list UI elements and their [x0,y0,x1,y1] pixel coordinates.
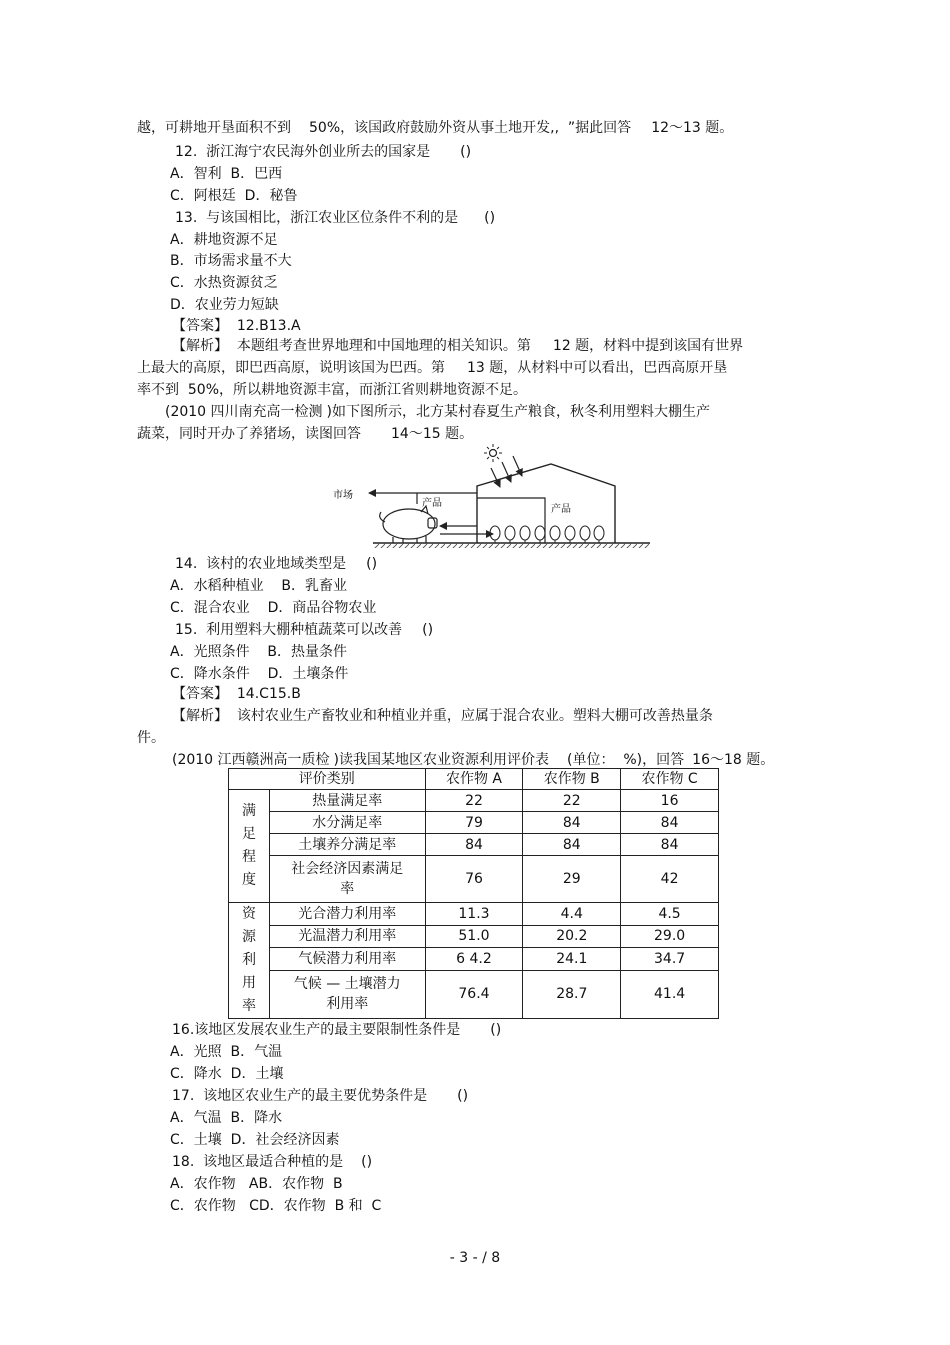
value-cell: 24.1 [523,948,621,971]
value-cell: 16 [621,790,719,812]
text-segment: 16～18 题。 [692,752,775,768]
value-cell: 34.7 [621,948,719,971]
header-cell: 农作物 C [621,769,719,790]
value-cell: 76.4 [425,970,523,1018]
text-line [170,1064,283,1084]
text-line [175,142,471,162]
text-segment: )如下图所示，北方某村春夏生产粮食，秋冬利用塑料大棚生产 [326,404,711,420]
table-header-row [229,769,719,790]
text-segment: 50%，该国政府鼓励外资从事土地开发 [309,120,551,136]
text-segment: C．水热资源贫乏 [170,275,278,291]
header-cell: 农作物 B [523,769,621,790]
text-line [137,380,527,400]
text-line [170,598,376,618]
value-cell: 4.5 [621,903,719,926]
value-cell: 51.0 [425,925,523,948]
text-segment: 13 题，从材料中可以看出，巴西高原开垦 [467,360,728,376]
text-segment: () [490,1022,502,1038]
header-cell: 评价类别 [229,769,426,790]
group-label-char: 资 [241,906,256,922]
text-segment: 【答案】 14.C15.B [172,686,301,702]
value-cell: 84 [523,834,621,856]
text-line [170,664,348,684]
text-segment: )读我国某地区农业资源利用评价表 [333,752,550,768]
text-line [170,251,292,271]
table-row [229,790,719,812]
text-segment: () [422,622,434,638]
text-segment: 蔬菜，同时开办了养猪场，读图回答 [137,426,361,442]
text-segment: D．农业劳力短缺 [170,297,279,313]
text-segment: C．土壤 D．社会经济因素 [170,1132,340,1148]
text-segment: A．耕地资源不足 [170,232,278,248]
value-cell: 29 [523,856,621,903]
group-label-char: 源 [241,929,256,945]
text-line [170,186,297,206]
row-label-cell: 光温潜力利用率 [269,925,425,948]
text-segment: A．气温 B．降水 [170,1110,283,1126]
text-line [172,1086,468,1106]
text-segment: () [366,556,378,572]
text-line [170,1174,343,1194]
text-segment: 15. 利用塑料大棚种植蔬菜可以改善 [175,622,403,638]
group-label-char: 足 [241,826,256,842]
table-row [229,925,719,948]
text-line [172,706,713,726]
text-segment: ,, ”据此回答 [550,120,632,136]
value-cell: 76 [425,856,523,903]
group-label-char: 程 [241,849,256,865]
value-cell: 29.0 [621,925,719,948]
value-cell: 84 [425,834,523,856]
text-line [170,1042,282,1062]
text-line [137,728,165,748]
sun-icon [484,444,502,462]
text-segment: 17. 该地区农业生产的最主要优势条件是 [172,1088,428,1104]
header-cell: 农作物 A [425,769,523,790]
text-segment: 12. 浙江海宁农民海外创业所去的国家是 [175,144,431,160]
value-cell: 20.2 [523,925,621,948]
row-label-cell: 气候潜力利用率 [269,948,425,971]
table-row [229,812,719,834]
text-line [170,1108,282,1128]
text-segment: () [457,1088,469,1104]
value-cell: 41.4 [621,970,719,1018]
value-cell: 84 [621,812,719,834]
table-row [229,948,719,971]
text-line [170,1196,381,1216]
text-line [137,118,733,138]
group-label-cell [229,903,270,1019]
text-segment: 上最大的高原，即巴西高原，说明该国为巴西。第 [137,360,445,376]
text-line [172,1020,501,1040]
vegetables [490,526,604,543]
sunlight-arrows [491,456,522,487]
value-cell: 79 [425,812,523,834]
value-cell: 6 4.2 [425,948,523,971]
text-segment: 14～15 题。 [391,426,474,442]
text-segment: 14. 该村的农业地域类型是 [175,556,347,572]
text-segment: 18. 该地区最适合种植的是 [172,1154,344,1170]
resource-evaluation-table [228,768,719,1019]
text-line [172,684,301,704]
table-row [229,856,719,903]
text-segment: 越，可耕地开垦面积不到 [137,120,291,136]
row-label-cell: 热量满足率 [269,790,425,812]
text-segment: 件。 [137,730,165,746]
text-segment: A．农作物 AB．农作物 B [170,1176,343,1192]
row-label-cell: 社会经济因素满足率 [269,856,425,903]
text-segment: () [460,144,472,160]
table-row [229,834,719,856]
value-cell: 28.7 [523,970,621,1018]
text-segment: 【解析】 本题组考查世界地理和中国地理的相关知识。第 [172,338,531,354]
text-segment: (2010 江西赣洲高一质检 [172,752,330,768]
text-line [170,230,278,250]
text-segment: B．市场需求量不大 [170,253,292,269]
value-cell: 84 [621,834,719,856]
text-segment: (2010 四川南充高一检测 [165,404,323,420]
text-segment: 12～13 题。 [651,120,734,136]
group-label-cell [229,790,270,903]
text-line [175,620,433,640]
text-line [175,554,377,574]
text-segment: 【解析】 该村农业生产畜牧业和种植业并重，应属于混合农业。塑料大棚可改善热量条 [172,708,713,724]
ground [373,543,650,548]
row-label-cell: 水分满足率 [269,812,425,834]
value-cell: 84 [523,812,621,834]
text-segment: () [361,1154,373,1170]
text-line [170,164,282,184]
text-line [172,750,774,770]
text-segment: (单位： %)，回答 [567,752,685,768]
text-segment: C．农作物 CD．农作物 B 和 C [170,1198,382,1214]
farm-diagram [325,442,655,550]
text-segment: A．智利 B．巴西 [170,166,283,182]
value-cell: 42 [621,856,719,903]
text-segment: 【答案】 12.B13.A [172,318,301,334]
row-label-cell: 气候 — 土壤潜力利用率 [269,970,425,1018]
group-label-char: 率 [241,998,256,1014]
product-label-left: 产品 [422,498,442,509]
table-row [229,970,719,1018]
text-line [172,336,743,356]
text-line [170,273,278,293]
text-line [175,208,495,228]
text-line [170,576,347,596]
text-segment: C．混合农业 D．商品谷物农业 [170,600,377,616]
page-number: - 3 - / 8 [449,1250,501,1266]
text-line [170,295,279,315]
group-label-char: 利 [241,952,256,968]
flow-arrows [369,493,545,543]
value-cell: 22 [523,790,621,812]
group-label-char: 度 [241,872,256,888]
value-cell: 4.4 [523,903,621,926]
market-label: 市场 [333,490,353,501]
text-segment: 16.该地区发展农业生产的最主要限制性条件是 [172,1022,461,1038]
text-line [165,402,710,422]
text-segment: 12 题，材料中提到该国有世界 [552,338,744,354]
text-segment: A．水稻种植业 B．乳畜业 [170,578,347,594]
text-line [170,642,347,662]
table-row [229,903,719,926]
pig [380,506,437,543]
group-label-char: 用 [241,975,256,991]
text-segment: C．降水 D．土壤 [170,1066,284,1082]
value-cell: 11.3 [425,903,523,926]
text-segment: A．光照 B．气温 [170,1044,283,1060]
value-cell: 22 [425,790,523,812]
text-segment: C．阿根廷 D．秘鲁 [170,188,298,204]
row-label-cell: 土壤养分满足率 [269,834,425,856]
text-segment: 13. 与该国相比，浙江农业区位条件不利的是 [175,210,459,226]
text-line [137,358,727,378]
text-line [172,316,301,336]
text-line [172,1152,372,1172]
group-label-char: 满 [241,803,256,819]
text-segment: 率不到 50%，所以耕地资源丰富，而浙江省则耕地资源不足。 [137,382,528,398]
text-segment: () [484,210,496,226]
text-segment: A．光照条件 B．热量条件 [170,644,347,660]
text-line [137,424,473,444]
row-label-cell: 光合潜力利用率 [269,903,425,926]
text-segment: C．降水条件 D．土壤条件 [170,666,349,682]
text-line [170,1130,339,1150]
product-label-right: 产品 [551,504,571,515]
